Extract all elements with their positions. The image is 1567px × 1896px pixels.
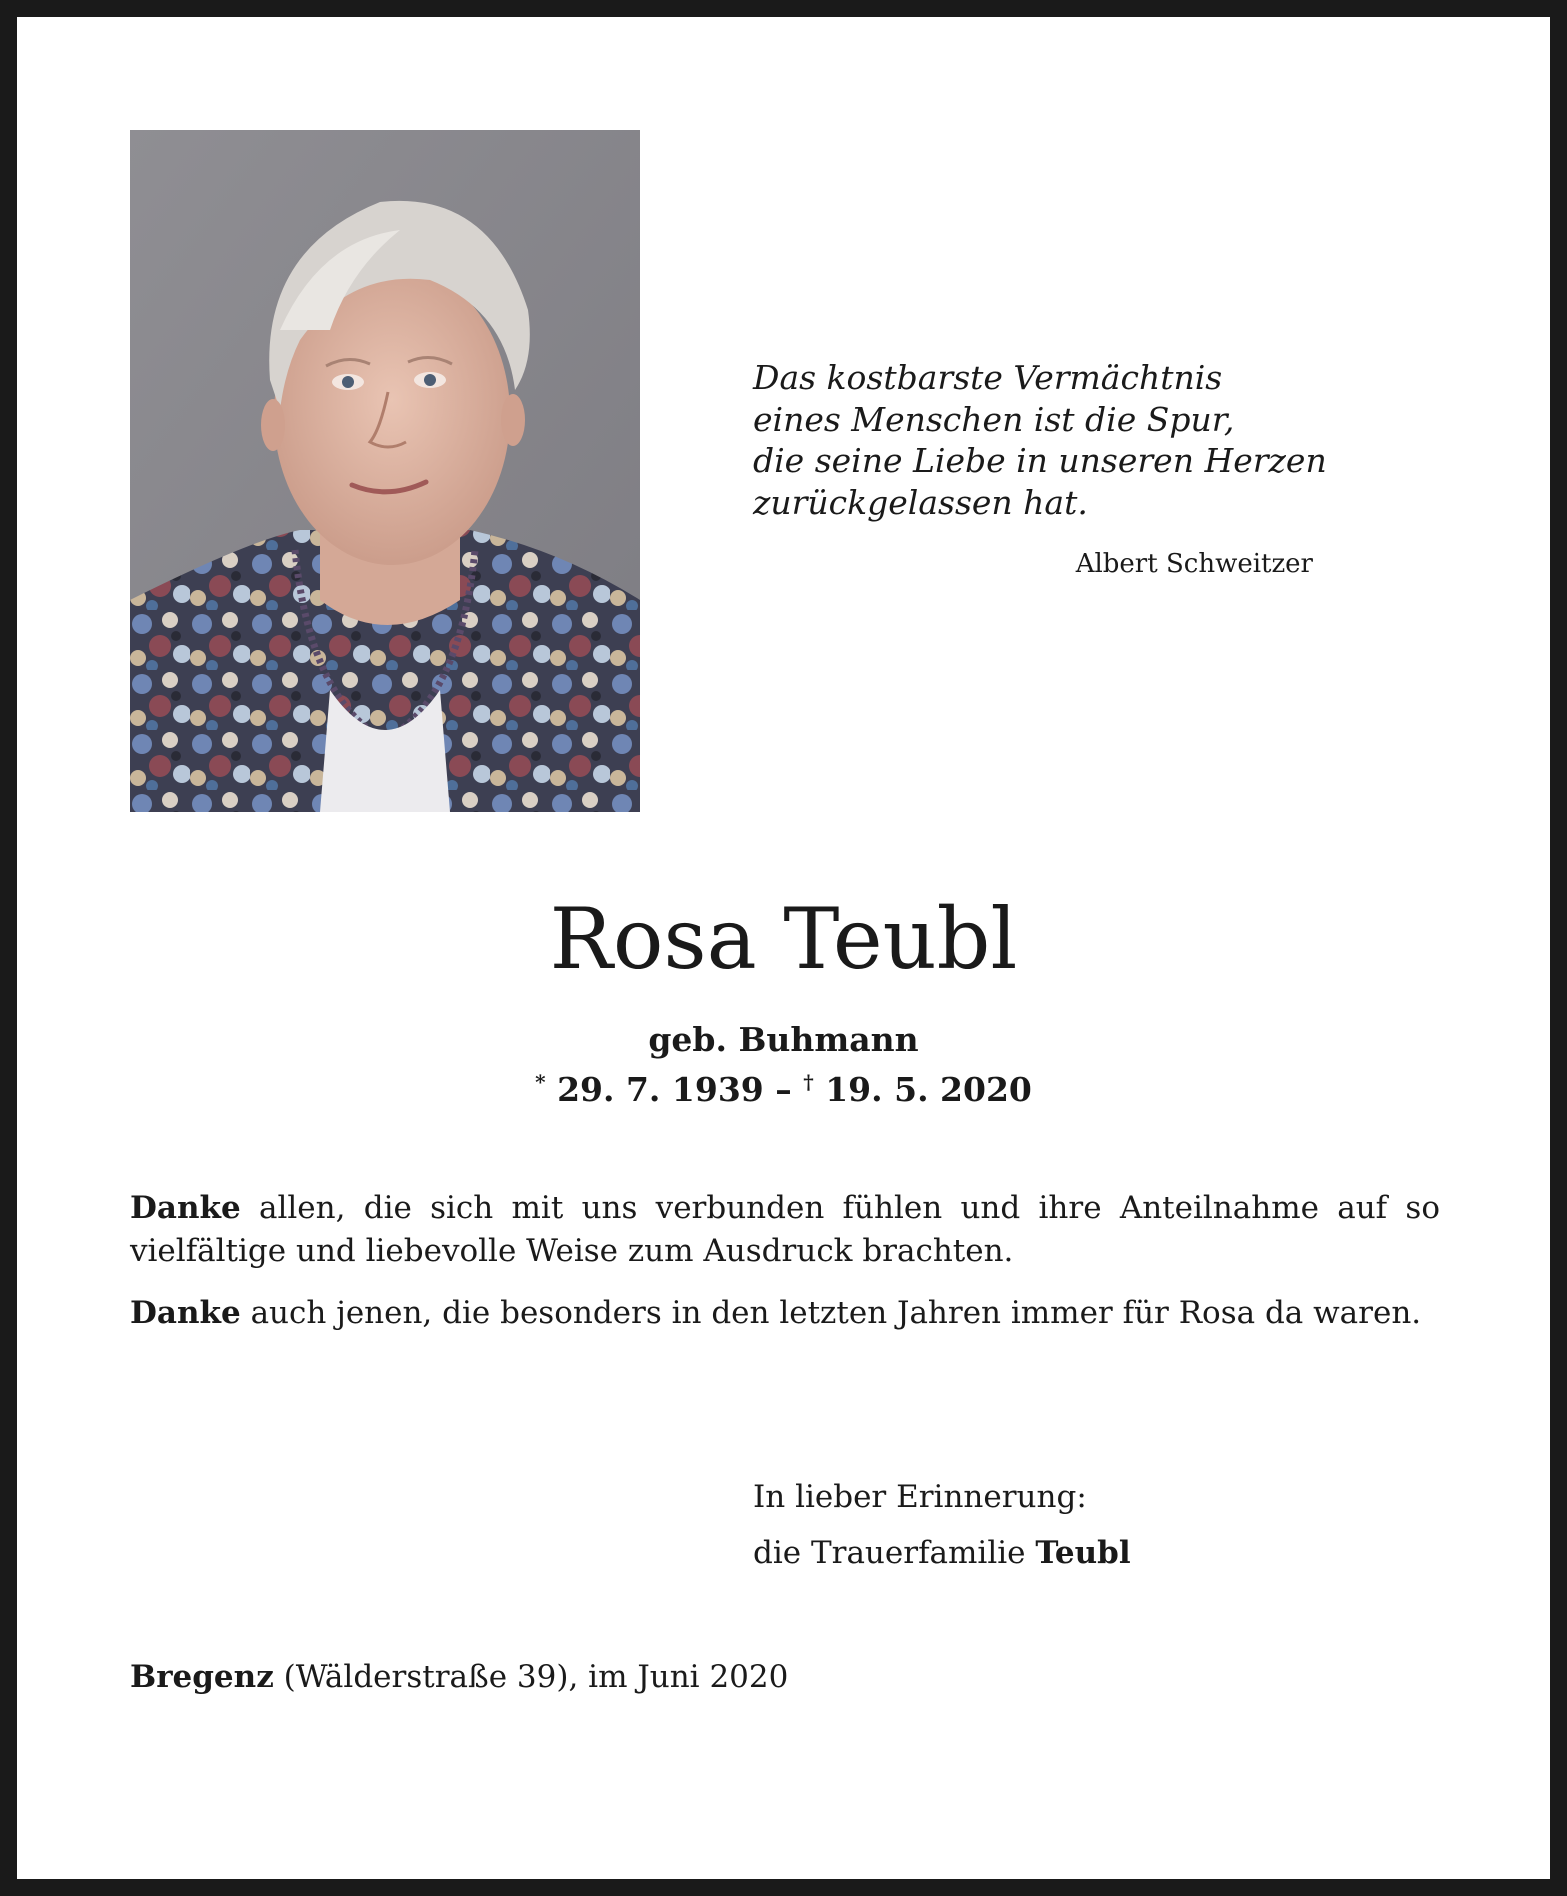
quote-line: eines Menschen ist die Spur, [753,399,1235,439]
quote-line: die seine Liebe in unseren Herzen [753,441,1327,480]
thanks-text: auch jenen, die besonders in den letzten Jahren immer für Rosa da waren. [240,1295,1422,1331]
address-date: (Wälderstraße 39), im Juni 2020 [273,1659,789,1695]
place-name: Bregenz [130,1659,274,1695]
death-symbol: † [803,1070,814,1094]
quote-line: zurückgelassen hat. [753,482,1088,522]
thanks-paragraph-2 [130,1292,1440,1335]
obituary-notice [17,17,1550,1879]
death-date: 19. 5. 2020 [825,1070,1032,1109]
maiden-name: geb. Buhmann [648,1020,919,1059]
signature-line-1: In lieber Erinnerung: [753,1479,1087,1515]
family-name: Teubl [1035,1535,1131,1571]
birth-date: 29. 7. 1939 [557,1070,764,1109]
thanks-emphasis: Danke [130,1190,241,1226]
place-date-line [130,1655,788,1699]
signature-prefix: die Trauerfamilie [753,1535,1036,1571]
signature-block [753,1469,1131,1581]
quote-line: Das kostbarste Vermächtnis [753,358,1223,397]
date-separator: – [763,1070,804,1109]
signature-line-2 [753,1525,1131,1581]
thanks-emphasis: Danke [130,1295,241,1331]
birth-symbol: * [535,1070,546,1094]
portrait-photo [130,130,640,812]
thanks-paragraph-1 [130,1187,1440,1273]
life-dates [17,1061,1550,1111]
portrait-image [130,130,640,812]
quote-author: Albert Schweitzer [1075,549,1313,579]
quote-block [753,357,1327,579]
deceased-name: Rosa Teubl [549,890,1018,988]
thanks-text: allen, die sich mit uns verbunden fühlen und ihre Anteilnahme auf so vielfältige und liebevolle Weise zum Ausdruck brachten. [130,1190,1440,1269]
